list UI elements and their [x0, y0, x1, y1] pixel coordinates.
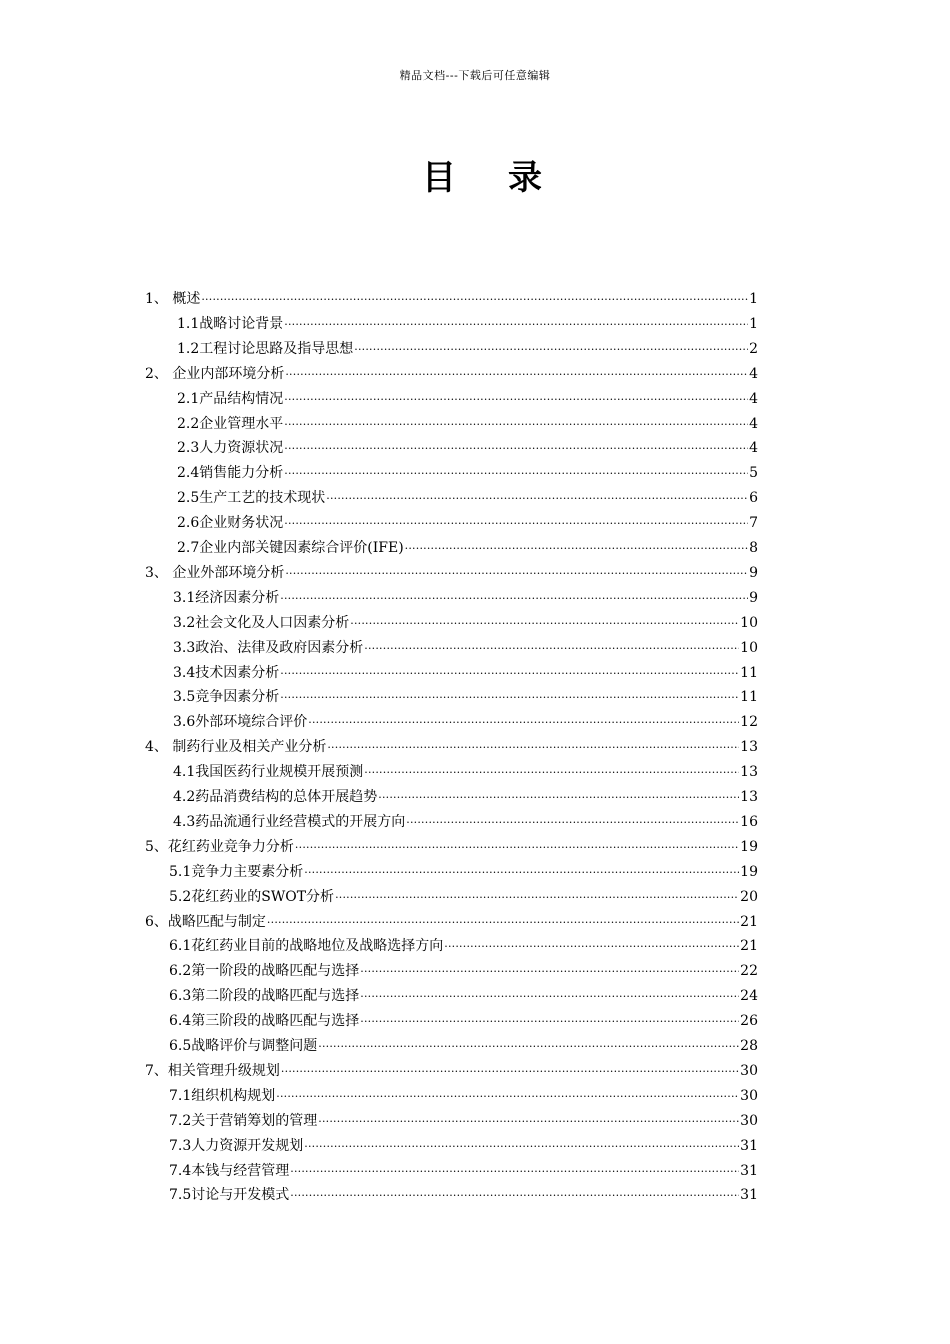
- toc-leader-dots: [201, 289, 748, 309]
- toc-entry[interactable]: [169, 1107, 758, 1131]
- toc-entry[interactable]: [169, 1132, 758, 1156]
- toc-entry-page: 31: [740, 1163, 758, 1179]
- toc-entry[interactable]: [177, 534, 758, 558]
- toc-entry[interactable]: [177, 410, 758, 434]
- toc-entry-label: 6.1花红药业目前的战略地位及战略选择方向: [169, 938, 444, 954]
- toc-entry-label: 7、相关管理升级规划: [145, 1063, 280, 1079]
- toc-entry[interactable]: [177, 335, 758, 359]
- toc-entry-label: 4.1我国医药行业规模开展预测: [173, 764, 364, 780]
- toc-leader-dots: [295, 837, 739, 857]
- toc-leader-dots: [304, 862, 739, 882]
- toc-entry[interactable]: [177, 385, 758, 409]
- toc-entry-label: 3.4技术因素分析: [173, 665, 280, 681]
- page-header-note: 精品文档---下载后可任意编辑: [399, 69, 551, 82]
- toc-entry-label: 6.5战略评价与调整问题: [169, 1038, 318, 1054]
- toc-entry[interactable]: [169, 1181, 758, 1205]
- toc-entry-page: 5: [749, 465, 758, 481]
- toc-entry-label: 4.2药品消费结构的总体开展趋势: [173, 789, 378, 805]
- toc-entry[interactable]: [173, 708, 758, 732]
- toc-entry[interactable]: [169, 932, 758, 956]
- toc-leader-dots: [280, 687, 739, 707]
- toc-entry-page: 2: [749, 341, 758, 357]
- toc-entry-label: 5.1竞争力主要素分析: [169, 864, 304, 880]
- toc-leader-dots: [326, 488, 748, 508]
- toc-entry-page: 7: [749, 515, 758, 531]
- toc-entry-label: 6.3第二阶段的战略匹配与选择: [169, 988, 360, 1004]
- toc-entry-label: 7.2关于营销筹划的管理: [169, 1113, 318, 1129]
- toc-entry-label: 1.2工程讨论思路及指导思想: [177, 341, 354, 357]
- toc-entry[interactable]: [145, 285, 758, 309]
- toc-leader-dots: [281, 1061, 739, 1081]
- toc-leader-dots: [364, 762, 739, 782]
- toc-entry[interactable]: [145, 733, 758, 757]
- toc-entry-page: 10: [740, 640, 758, 656]
- toc-leader-dots: [405, 538, 748, 558]
- toc-leader-dots: [444, 936, 739, 956]
- toc-leader-dots: [406, 812, 739, 832]
- toc-entry-page: 8: [749, 540, 758, 556]
- toc-leader-dots: [304, 1136, 739, 1156]
- toc-leader-dots: [284, 438, 748, 458]
- title-char-2: 录: [508, 158, 542, 198]
- toc-leader-dots: [284, 463, 748, 483]
- toc-leader-dots: [360, 961, 739, 981]
- toc-leader-dots: [284, 314, 748, 334]
- toc-leader-dots: [360, 1011, 739, 1031]
- toc-entry[interactable]: [173, 758, 758, 782]
- toc-leader-dots: [354, 339, 748, 359]
- toc-entry-page: 6: [749, 490, 758, 506]
- toc-leader-dots: [308, 712, 739, 732]
- toc-leader-dots: [335, 887, 739, 907]
- toc-leader-dots: [360, 986, 739, 1006]
- toc-entry[interactable]: [173, 659, 758, 683]
- toc-leader-dots: [285, 563, 748, 583]
- toc-leader-dots: [284, 513, 748, 533]
- toc-entry[interactable]: [177, 310, 758, 334]
- toc-entry-label: 2.7企业内部关键因素综合评价(IFE): [177, 540, 404, 556]
- toc-entry[interactable]: [173, 683, 758, 707]
- toc-entry-page: 12: [740, 714, 758, 730]
- toc-entry[interactable]: [177, 509, 758, 533]
- toc-entry-page: 1: [749, 291, 758, 307]
- toc-entry-page: 30: [740, 1088, 758, 1104]
- toc-entry-page: 13: [740, 764, 758, 780]
- toc-entry-label: 7.4本钱与经营管理: [169, 1163, 290, 1179]
- toc-entry-label: 2、 企业内部环境分析: [145, 366, 285, 382]
- toc-entry-page: 1: [749, 316, 758, 332]
- document-title: [422, 158, 542, 198]
- toc-entry[interactable]: [169, 1157, 758, 1181]
- toc-entry-page: 10: [740, 615, 758, 631]
- toc-entry-label: 6.4第三阶段的战略匹配与选择: [169, 1013, 360, 1029]
- toc-entry-label: 5.2花红药业的SWOT分析: [169, 889, 335, 905]
- toc-entry-page: 22: [740, 963, 758, 979]
- title-char-1: 目: [422, 158, 456, 198]
- toc-entry-page: 21: [740, 914, 758, 930]
- toc-entry[interactable]: [145, 833, 758, 857]
- toc-leader-dots: [284, 389, 748, 409]
- toc-leader-dots: [290, 1161, 739, 1181]
- toc-entry-page: 20: [740, 889, 758, 905]
- toc-entry-page: 13: [740, 739, 758, 755]
- toc-entry[interactable]: [169, 1007, 758, 1031]
- toc-leader-dots: [285, 364, 748, 384]
- toc-entry-label: 3.5竞争因素分析: [173, 689, 280, 705]
- toc-entry[interactable]: [145, 908, 758, 932]
- toc-entry-label: 6、战略匹配与制定: [145, 914, 266, 930]
- toc-entry-label: 2.5生产工艺的技术现状: [177, 490, 326, 506]
- toc-entry[interactable]: [169, 883, 758, 907]
- toc-entry-label: 3.2社会文化及人口因素分析: [173, 615, 350, 631]
- toc-entry[interactable]: [177, 459, 758, 483]
- toc-leader-dots: [276, 1086, 739, 1106]
- toc-leader-dots: [318, 1111, 739, 1131]
- toc-entry-page: 11: [740, 689, 758, 705]
- toc-entry-label: 3、 企业外部环境分析: [145, 565, 285, 581]
- toc-entry-label: 2.4销售能力分析: [177, 465, 284, 481]
- toc-entry[interactable]: [169, 1082, 758, 1106]
- toc-entry-page: 4: [749, 440, 758, 456]
- toc-entry-page: 30: [740, 1113, 758, 1129]
- toc-entry-page: 4: [749, 416, 758, 432]
- toc-entry-label: 4、 制药行业及相关产业分析: [145, 739, 327, 755]
- toc-entry-label: 5、花红药业竞争力分析: [145, 839, 294, 855]
- toc-entry-label: 7.5讨论与开发模式: [169, 1187, 290, 1203]
- toc-entry[interactable]: [145, 559, 758, 583]
- toc-leader-dots: [378, 787, 739, 807]
- toc-entry-page: 19: [740, 839, 758, 855]
- toc-entry-label: 2.2企业管理水平: [177, 416, 284, 432]
- toc-entry[interactable]: [173, 783, 758, 807]
- toc-entry-label: 3.3政治、法律及政府因素分析: [173, 640, 364, 656]
- toc-entry[interactable]: [169, 1032, 758, 1056]
- toc-entry-page: 28: [740, 1038, 758, 1054]
- toc-entry-label: 1、 概述: [145, 291, 201, 307]
- toc-entry-label: 1.1战略讨论背景: [177, 316, 284, 332]
- toc-leader-dots: [280, 588, 748, 608]
- toc-entry-label: 2.6企业财务状况: [177, 515, 284, 531]
- toc-entry-page: 4: [749, 391, 758, 407]
- toc-entry-label: 4.3药品流通行业经营模式的开展方向: [173, 814, 406, 830]
- toc-entry-label: 2.3人力资源状况: [177, 440, 284, 456]
- toc-entry-label: 6.2第一阶段的战略匹配与选择: [169, 963, 360, 979]
- toc-entry-label: 7.1组织机构规划: [169, 1088, 276, 1104]
- toc-entry-page: 11: [740, 665, 758, 681]
- toc-entry-page: 9: [749, 565, 758, 581]
- toc-entry[interactable]: [173, 808, 758, 832]
- toc-entry-page: 21: [740, 938, 758, 954]
- toc-entry-page: 16: [740, 814, 758, 830]
- toc-leader-dots: [280, 663, 739, 683]
- toc-leader-dots: [284, 414, 748, 434]
- toc-leader-dots: [267, 912, 739, 932]
- toc-entry-page: 13: [740, 789, 758, 805]
- toc-entry[interactable]: [173, 609, 758, 633]
- toc-entry-page: 4: [749, 366, 758, 382]
- toc-leader-dots: [290, 1185, 739, 1205]
- toc-entry-label: 3.6外部环境综合评价: [173, 714, 308, 730]
- toc-entry-page: 19: [740, 864, 758, 880]
- toc-entry-page: 30: [740, 1063, 758, 1079]
- toc-entry[interactable]: [169, 957, 758, 981]
- toc-entry-label: 7.3人力资源开发规划: [169, 1138, 304, 1154]
- toc-entry[interactable]: [177, 434, 758, 458]
- toc-entry[interactable]: [169, 858, 758, 882]
- toc-entry-label: 3.1经济因素分析: [173, 590, 280, 606]
- toc-entry-page: 31: [740, 1187, 758, 1203]
- toc-leader-dots: [318, 1036, 739, 1056]
- toc-entry[interactable]: [177, 484, 758, 508]
- toc-entry[interactable]: [145, 1057, 758, 1081]
- toc-entry[interactable]: [145, 360, 758, 384]
- toc-entry-page: 26: [740, 1013, 758, 1029]
- toc-entry[interactable]: [169, 982, 758, 1006]
- toc-entry[interactable]: [173, 584, 758, 608]
- toc-leader-dots: [364, 638, 739, 658]
- toc-entry[interactable]: [173, 634, 758, 658]
- toc-entry-label: 2.1产品结构情况: [177, 391, 284, 407]
- toc-leader-dots: [327, 737, 739, 757]
- toc-leader-dots: [350, 613, 739, 633]
- toc-entry-page: 31: [740, 1138, 758, 1154]
- toc-entry-page: 9: [749, 590, 758, 606]
- toc-entry-page: 24: [740, 988, 758, 1004]
